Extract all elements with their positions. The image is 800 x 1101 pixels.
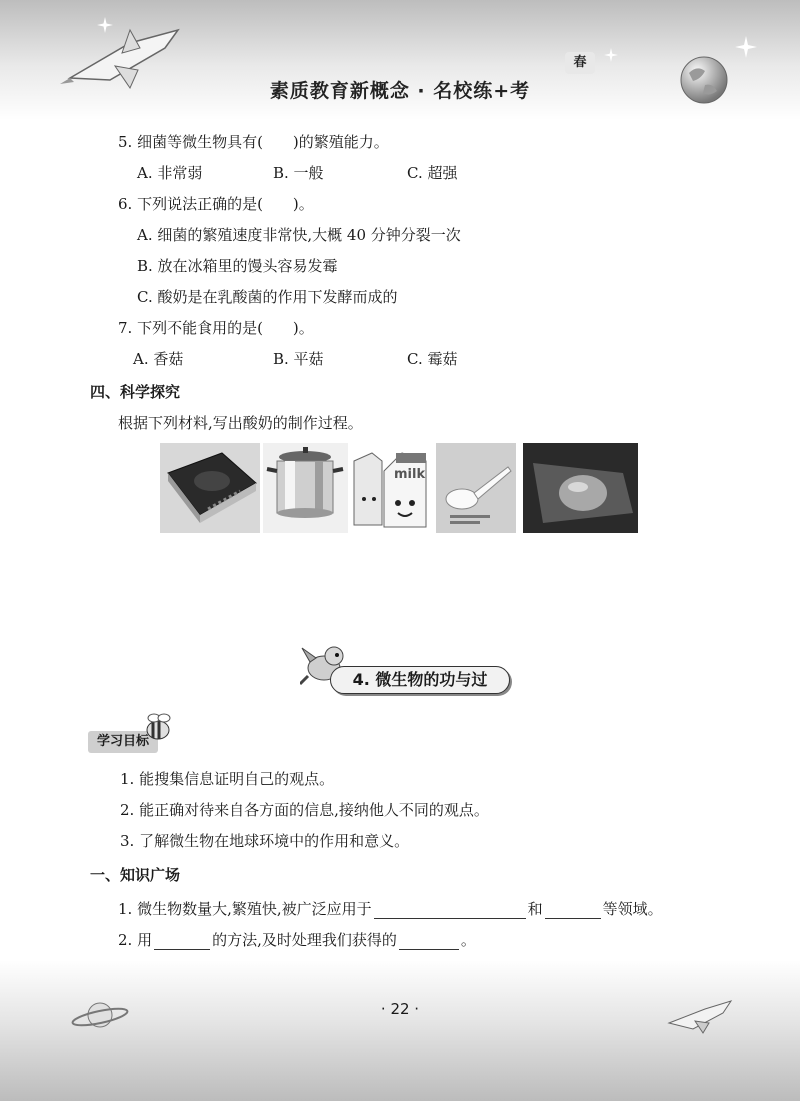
fill1-text-b: 和 bbox=[527, 900, 543, 918]
fill2-text-a: 2. 用 bbox=[118, 931, 153, 949]
fill2-text-c: 。 bbox=[460, 931, 476, 949]
section-heading-inquiry: 四、科学探究 bbox=[90, 383, 181, 401]
fill-question-2 bbox=[118, 929, 476, 950]
star-icon bbox=[735, 36, 757, 58]
fill-question-1 bbox=[118, 898, 663, 919]
goal-item-2: 2. 能正确对待来自各方面的信息,接纳他人不同的观点。 bbox=[120, 801, 489, 819]
inquiry-prompt: 根据下列材料,写出酸奶的制作过程。 bbox=[118, 414, 363, 432]
answer-blank[interactable] bbox=[154, 933, 210, 950]
answer-blank[interactable] bbox=[545, 902, 601, 919]
fill1-text-c: 等领域。 bbox=[602, 900, 663, 918]
answer-blank[interactable] bbox=[399, 933, 459, 950]
season-badge: 春 bbox=[565, 52, 595, 74]
question-7: 7. 下列不能食用的是( )。 bbox=[118, 319, 314, 337]
q5-option-b: B. 一般 bbox=[273, 164, 324, 182]
question-5: 5. 细菌等微生物具有( )的繁殖能力。 bbox=[118, 133, 389, 151]
q7-option-b: B. 平菇 bbox=[273, 350, 324, 368]
fill1-text-a: 1. 微生物数量大,繁殖快,被广泛应用于 bbox=[118, 900, 372, 918]
planet-ring-icon bbox=[70, 995, 130, 1035]
induction-cooker-photo bbox=[160, 443, 260, 533]
stock-pot-photo bbox=[263, 443, 348, 533]
lesson-title: 4. 微生物的功与过 bbox=[330, 666, 510, 694]
spoon-photo bbox=[436, 443, 516, 533]
answer-blank[interactable] bbox=[374, 902, 526, 919]
q6-option-b: B. 放在冰箱里的馒头容易发霉 bbox=[137, 257, 338, 275]
section-heading-knowledge: 一、知识广场 bbox=[90, 866, 181, 884]
question-6: 6. 下列说法正确的是( )。 bbox=[118, 195, 314, 213]
milk-label: milk bbox=[394, 467, 426, 482]
q6-option-a: A. 细菌的繁殖速度非常快,大概 40 分钟分裂一次 bbox=[137, 226, 461, 244]
q7-option-a: A. 香菇 bbox=[133, 350, 184, 368]
page-number: · 22 · bbox=[380, 1000, 420, 1018]
q5-option-c: C. 超强 bbox=[407, 164, 458, 182]
q5-option-a: A. 非常弱 bbox=[137, 164, 203, 182]
header-title: 素质教育新概念 · 名校练+考 bbox=[269, 80, 531, 102]
q7-option-c: C. 霉菇 bbox=[407, 350, 458, 368]
learning-goals-tag: 学习目标 bbox=[88, 731, 158, 753]
star-icon bbox=[97, 17, 113, 33]
bee-icon bbox=[142, 712, 174, 742]
milk-cartons-photo bbox=[350, 443, 430, 533]
space-shuttle-icon bbox=[665, 995, 735, 1035]
fill2-text-b: 的方法,及时处理我们获得的 bbox=[212, 931, 397, 949]
goal-item-1: 1. 能搜集信息证明自己的观点。 bbox=[120, 770, 335, 788]
goal-item-3: 3. 了解微生物在地球环境中的作用和意义。 bbox=[120, 832, 410, 850]
q6-option-c: C. 酸奶是在乳酸菌的作用下发酵而成的 bbox=[137, 288, 398, 306]
yogurt-photo bbox=[523, 443, 638, 533]
star-icon bbox=[604, 48, 618, 62]
